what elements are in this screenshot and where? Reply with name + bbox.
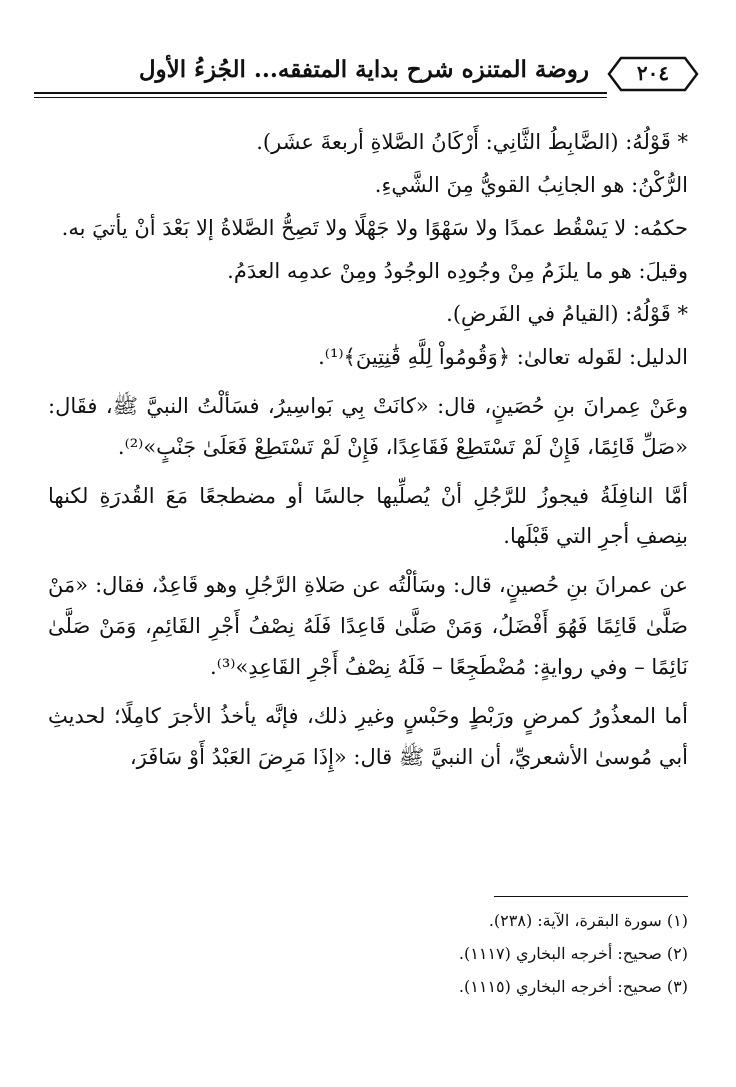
footnotes: [48, 905, 688, 1003]
paragraph-evidence-verse: الدليل: لقَوله تعالىٰ: ﴿وَقُومُواْ لِلَّهِ قَٰنِتِينَ﴾⁽¹⁾.: [318, 344, 688, 369]
paragraph-hadith-imran: وعَنْ عِمرانَ بنِ حُصَينٍ، قال: «كانَتْ بِي بَواسِيرُ، فسَألْتُ النبيَّ ﷺ، فقَال: «صَلِّ قَائِمًا، فَإِنْ لَمْ تَسْتَطِعْ فَقَاعِدًا، فَإِنْ لَمْ تَسْتَطِعْ فَعَلَىٰ جَنْبٍ»⁽²⁾.: [48, 393, 688, 459]
page-number-badge: [607, 56, 699, 92]
footnote-divider: [494, 896, 688, 897]
paragraph-quote-standing: * قَوْلُهُ: (القيامُ في الفَرضِ).: [446, 301, 688, 326]
paragraph-pillar-definition: الرُّكْنُ: هو الجانِبُ القويُّ مِنَ الشَّيءِ.: [374, 172, 688, 197]
paragraph-excused: أما المعذُورُ كمرضٍ ورَبْطٍ وحَبْسٍ وغيرِ ذلك، فإنَّه يأخذُ الأجرَ كامِلًا؛ لحديثِ أبي مُوسىٰ الأشعريِّ، أن النبيَّ ﷺ قال: «إِذَا مَرِضَ العَبْدُ أَوْ سَافَرَ،: [48, 704, 688, 770]
running-title: روضة المتنزه شرح بداية المتفقه... الجُزءُ الأول: [138, 56, 589, 83]
paragraph-ruling: حكمُه: لا يَسْقُط عمدًا ولا سَهْوًا ولا جَهْلًا ولا تَصِحُّ الصَّلاةُ إلا بَعْدَ أنْ يأتيَ به.: [61, 215, 688, 240]
running-header: [34, 48, 699, 104]
main-text: [48, 122, 688, 780]
header-divider-thin: [34, 97, 607, 98]
footnote-3: (٣) صحيح: أخرجه البخاري (١١١٥).: [458, 976, 688, 996]
footnote-1: (١) سورة البقرة، الآية: (٢٣٨).: [488, 911, 688, 930]
header-divider: [34, 92, 607, 94]
page-number: ٢٠٤: [636, 61, 670, 85]
paragraph-quote-pillar-rule: * قَوْلُهُ: (الضَّابِطُ الثَّانِي: أَرْكَانُ الصَّلاةِ أربعةَ عشَر).: [256, 130, 688, 154]
paragraph-alternate-definition: وقيلَ: هو ما يلزَمُ مِنْ وجُودِه الوجُودُ ومِنْ عدمِه العدَمُ.: [227, 258, 688, 283]
paragraph-voluntary-prayer: أمَّا النافِلَةُ فيجوزُ للرَّجُلِ أنْ يُصلِّيها جالسًا أو مضطجعًا مَعَ القُدرَةِ لكنها بنِصفِ أجرِ التي قَبْلَها.: [48, 483, 688, 549]
footnote-2: (٢) صحيح: أخرجه البخاري (١١١٧).: [458, 943, 688, 963]
paragraph-hadith-sitting: عن عمرانَ بنِ حُصينٍ، قال: وسَألْتُه عن صَلاةِ الرَّجُلِ وهو قَاعِدٌ، فقال: «مَنْ صَلَّىٰ قَائِمًا فَهُوَ أَفْضَلُ، وَمَنْ صَلَّىٰ قَاعِدًا فَلَهُ نِصْفُ أَجْرِ القَائِمِ، وَمَنْ صَلَّىٰ نَائِمًا – وفي روايةٍ: مُضْطَجِعًا – فَلَهُ نِصْفُ أَجْرِ القَاعِدِ»⁽³⁾.: [48, 573, 688, 680]
